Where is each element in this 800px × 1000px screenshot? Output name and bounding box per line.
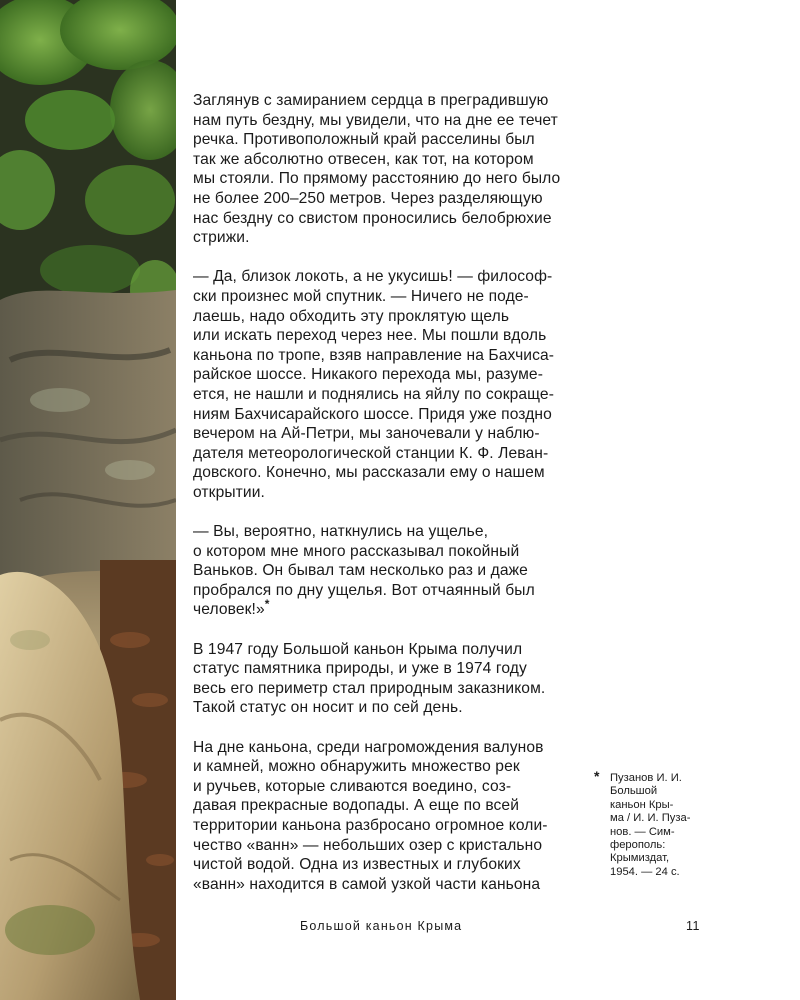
text-line: ниям Бахчисарайского шоссе. Придя уже поздно xyxy=(193,405,552,423)
text-line: «ванн» находится в самой узкой части каньона xyxy=(193,875,541,893)
text-line: — Да, близок локоть, а не укусишь! — философ- xyxy=(193,268,553,286)
text-line: или искать переход через нее. Мы пошли вдоль xyxy=(193,327,547,345)
text-line: о котором мне много рассказывал покойный xyxy=(193,542,520,560)
footnote-line: Большой xyxy=(610,785,658,798)
paragraph-3 xyxy=(193,522,585,620)
paragraph-4 xyxy=(193,640,585,718)
text-line: Такой статус он носит и по сей день. xyxy=(193,699,463,717)
paragraph-2 xyxy=(193,267,585,502)
canyon-photo xyxy=(0,0,176,1000)
text-line: — Вы, вероятно, наткнулись на ущелье, xyxy=(193,523,489,541)
page-number: 11 xyxy=(686,919,700,933)
text-line: Ваньков. Он бывал там несколько раз и даже xyxy=(193,562,528,580)
text-line: речка. Противоположный край расселины был xyxy=(193,131,535,149)
text-line: На дне каньона, среди нагромождения валунов xyxy=(193,738,544,756)
text-line: ется, не нашли и поднялись на яйлу по сокраще- xyxy=(193,385,554,403)
text-line: чество «ванн» — небольших озер с кристально xyxy=(193,836,543,854)
footnote-marker: * xyxy=(264,597,270,612)
footnote-line: ферополь: xyxy=(610,839,666,852)
text-line: и камней, можно обнаружить множество рек xyxy=(193,758,520,776)
text-line: чистой водой. Одна из известных и глубоких xyxy=(193,856,521,874)
text-line: давая прекрасные водопады. А еще по всей xyxy=(193,797,520,815)
running-footer-title: Большой каньон Крыма xyxy=(300,919,463,933)
text-line: каньона по тропе, взяв направление на Бахчиса- xyxy=(193,346,555,364)
paragraph-5 xyxy=(193,738,585,895)
text-line: Заглянув с замиранием сердца в преградившую xyxy=(193,92,549,109)
text-line: открытии. xyxy=(193,483,265,501)
text-line: вечером на Ай-Петри, мы заночевали у наблю- xyxy=(193,425,540,443)
text-line: В 1947 году Большой каньон Крыма получил xyxy=(193,640,523,658)
text-line: и ручьев, которые сливаются воедино, соз- xyxy=(193,777,512,795)
text-line: райское шоссе. Никакого перехода мы, разуме- xyxy=(193,366,543,384)
canyon-photo-illustration xyxy=(0,0,176,1000)
footnote-line: каньон Кры- xyxy=(610,798,674,811)
text-line: мы стояли. По прямому расстоянию до него было xyxy=(193,170,561,188)
footnote-line: Крымиздат, xyxy=(610,852,670,865)
footnote-star: * xyxy=(594,768,600,784)
text-line: лаешь, надо обходить эту проклятую щель xyxy=(193,307,510,325)
text-line: нас бездну со свистом проносились белобрюхие xyxy=(193,209,552,227)
text-line: дателя метеорологической станции К. Ф. Леван- xyxy=(193,444,549,462)
text-line: ски произнес мой спутник. — Ничего не поде- xyxy=(193,287,529,305)
main-text xyxy=(193,91,585,914)
text-line: пробрался по дну ущелья. Вот отчаянный был xyxy=(193,581,535,599)
footnote-line: нов. — Сим- xyxy=(610,825,675,838)
text-line: не более 200–250 метров. Через разделяющую xyxy=(193,189,543,207)
text-line: весь его периметр стал природным заказником. xyxy=(193,679,546,697)
text-line: так же абсолютно отвесен, как тот, на котором xyxy=(193,150,534,168)
text-line: довского. Конечно, мы рассказали ему о нашем xyxy=(193,464,545,482)
text-line: человек!» xyxy=(193,601,265,619)
footnote-line: ма / И. И. Пуза- xyxy=(610,812,691,825)
text-line: нам путь бездну, мы увидели, что на дне ее течет xyxy=(193,111,558,129)
text-line: стрижи. xyxy=(193,229,250,247)
footnote-line: Пузанов И. И. xyxy=(610,772,682,784)
text-line: статус памятника природы, и уже в 1974 году xyxy=(193,660,527,678)
footnote-text xyxy=(610,772,690,879)
text-line-with-note xyxy=(193,597,585,620)
text-line: территории каньона разбросано огромное коли- xyxy=(193,816,548,834)
footnote-line: 1954. — 24 с. xyxy=(610,865,680,878)
paragraph-1 xyxy=(193,91,585,248)
